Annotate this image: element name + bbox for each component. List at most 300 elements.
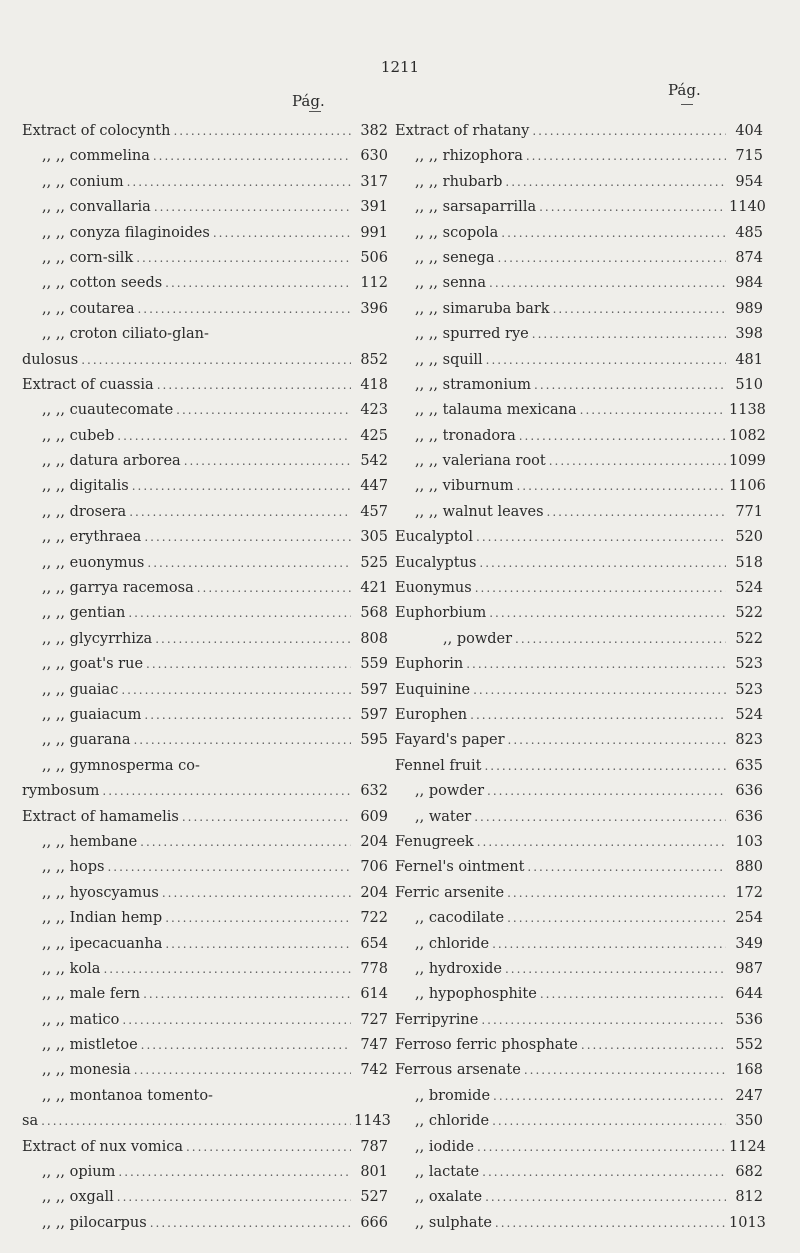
index-entry	[22, 1011, 388, 1029]
dot-leader	[144, 706, 351, 724]
dot-leader	[141, 1036, 351, 1054]
dot-leader	[147, 554, 351, 572]
index-entry	[395, 401, 766, 419]
entry-page-number: 522	[735, 630, 763, 647]
entry-page-number: 522	[735, 605, 763, 622]
entry-term: Eucalyptol	[395, 529, 473, 546]
index-entry	[395, 173, 763, 191]
entry-term: ,, cacodilate	[415, 910, 505, 927]
entry-page-number: 682	[735, 1164, 763, 1181]
entry-page-number: 595	[360, 732, 388, 749]
dot-leader	[489, 274, 726, 292]
index-entry	[22, 401, 388, 419]
index-entry	[22, 503, 388, 521]
dot-leader	[162, 884, 351, 902]
dot-leader	[479, 554, 726, 572]
entry-term: ,, ,, stramonium	[415, 376, 532, 393]
right-index-column	[395, 122, 766, 1232]
dot-leader	[122, 1011, 351, 1029]
index-entry	[395, 1138, 766, 1156]
dot-leader	[492, 935, 726, 953]
dot-leader	[481, 1011, 726, 1029]
entry-term: ,, ,, datura arborea	[42, 453, 181, 470]
left-index-column	[22, 122, 391, 1232]
dot-leader	[134, 1061, 351, 1079]
entry-term: Europhen	[395, 706, 468, 723]
dot-leader	[182, 808, 351, 826]
entry-page-number: 425	[360, 427, 388, 444]
entry-term: Extract of colocynth	[22, 123, 171, 139]
entry-term: ,, ,, erythraea	[42, 529, 142, 546]
index-entry	[395, 376, 763, 394]
dot-leader	[117, 1188, 351, 1206]
entry-page-number: 727	[360, 1011, 388, 1028]
index-entry	[395, 706, 763, 724]
entry-page-number: 447	[360, 478, 388, 495]
dot-leader	[484, 757, 726, 775]
index-entry	[22, 427, 388, 445]
entry-page-number: 722	[360, 910, 388, 927]
index-entry	[395, 325, 763, 343]
dot-leader	[118, 1163, 351, 1181]
entry-term: Extract of hamamelis	[22, 808, 179, 825]
entry-page-number: 852	[360, 351, 388, 368]
entry-page-number: 1106	[729, 478, 766, 495]
index-entry	[395, 1011, 763, 1029]
entry-page-number: 168	[735, 1062, 763, 1079]
entry-term: ,, chloride	[415, 1113, 490, 1130]
dot-leader	[146, 655, 351, 673]
entry-term: ,, ,, opium	[42, 1164, 116, 1181]
entry-term: ,, iodide	[415, 1138, 474, 1155]
index-entry	[395, 198, 766, 216]
index-entry	[22, 1112, 391, 1130]
entry-term: ,, ,, corn-silk	[42, 249, 134, 266]
index-entry	[22, 224, 388, 242]
entry-page-number: 614	[360, 986, 388, 1003]
entry-page-number: 568	[360, 605, 388, 622]
index-entry	[22, 452, 388, 470]
entry-term: ,, chloride	[415, 935, 490, 952]
index-entry	[395, 757, 763, 775]
entry-page-number: 630	[360, 148, 388, 165]
index-entry	[22, 325, 388, 343]
entry-page-number: 536	[735, 1011, 763, 1028]
dot-leader	[539, 198, 726, 216]
entry-page-number: 1143	[354, 1113, 391, 1130]
dot-leader	[143, 985, 351, 1003]
entry-page-number: 457	[360, 503, 388, 520]
dot-leader	[137, 300, 351, 318]
entry-term: ,, ,, conyza filaginoides	[42, 224, 210, 241]
index-entry	[395, 731, 763, 749]
left-column-heading: Pág.	[292, 92, 325, 110]
entry-term: ,, ,, rhubarb	[415, 173, 503, 190]
entry-page-number: 597	[360, 681, 388, 698]
dot-leader	[128, 604, 351, 622]
index-entry	[22, 1036, 388, 1054]
entry-page-number: 552	[735, 1037, 763, 1054]
entry-page-number: 801	[360, 1164, 388, 1181]
entry-term: ,, ,, glycyrrhiza	[42, 630, 153, 647]
index-entry	[22, 630, 388, 648]
entry-term: Fayard's paper	[395, 732, 505, 749]
index-entry	[395, 554, 763, 572]
dot-leader	[475, 579, 726, 597]
index-entry	[22, 1061, 388, 1079]
entry-term: ,, sulphate	[415, 1214, 492, 1231]
dot-leader	[553, 300, 726, 318]
entry-term: ,, ,, ipecacuanha	[42, 935, 163, 952]
index-entry	[22, 858, 388, 876]
index-entry	[22, 300, 388, 318]
index-entry	[395, 681, 763, 699]
page-number: 1211	[380, 58, 420, 76]
entry-term: ,, ,, male fern	[42, 986, 141, 1003]
entry-term: Extract of cuassia	[22, 376, 154, 393]
index-entry	[22, 935, 388, 953]
entry-page-number: 1013	[729, 1214, 766, 1231]
entry-term: rymbosum	[22, 783, 100, 800]
index-entry	[22, 122, 388, 140]
dot-leader	[165, 909, 351, 927]
dot-leader	[474, 808, 726, 826]
index-entry	[395, 427, 766, 445]
entry-page-number: 398	[735, 326, 763, 343]
dot-leader	[133, 731, 351, 749]
entry-term: ,, lactate	[415, 1164, 480, 1181]
dot-leader	[485, 1188, 726, 1206]
entry-term: ,, ,, hembane	[42, 833, 138, 850]
dot-leader	[121, 681, 351, 699]
entry-page-number: 523	[735, 656, 763, 673]
entry-page-number: 518	[735, 554, 763, 571]
entry-term: ,, ,, spurred rye	[415, 326, 529, 343]
entry-term: ,, ,, commelina	[42, 148, 150, 165]
index-entry	[22, 477, 388, 495]
entry-term: ,, ,, cubeb	[42, 427, 115, 444]
index-entry	[22, 528, 388, 546]
index-entry	[22, 1188, 388, 1206]
entry-page-number: 423	[360, 402, 388, 419]
entry-term: ,, ,, simaruba bark	[415, 300, 550, 317]
index-entry	[22, 173, 388, 191]
entry-page-number: 506	[360, 249, 388, 266]
index-entry	[22, 960, 388, 978]
dot-leader	[153, 147, 351, 165]
entry-term: ,, ,, valeriana root	[415, 453, 546, 470]
dot-leader	[176, 401, 351, 419]
index-entry	[22, 147, 388, 165]
entry-page-number: 808	[360, 630, 388, 647]
dot-leader	[519, 427, 726, 445]
index-entry	[395, 351, 763, 369]
entry-term: ,, ,, hyoscyamus	[42, 884, 159, 901]
entry-page-number: 254	[735, 910, 763, 927]
dot-leader	[173, 122, 351, 140]
dot-leader	[165, 935, 351, 953]
dot-leader	[505, 960, 726, 978]
index-entry	[395, 604, 763, 622]
dot-leader	[489, 604, 726, 622]
index-entry	[395, 655, 763, 673]
entry-page-number: 481	[735, 351, 763, 368]
dot-leader	[144, 528, 351, 546]
entry-page-number: 954	[735, 173, 763, 190]
index-entry	[22, 731, 388, 749]
index-entry	[22, 579, 388, 597]
dot-leader	[524, 1061, 726, 1079]
entry-page-number: 525	[360, 554, 388, 571]
index-entry	[22, 706, 388, 724]
index-entry	[22, 604, 388, 622]
entry-term: ,, ,, Indian hemp	[42, 910, 163, 927]
dot-leader	[107, 858, 351, 876]
entry-page-number: 305	[360, 529, 388, 546]
entry-term: Ferripyrine	[395, 1011, 479, 1028]
entry-term: ,, ,, convallaria	[42, 199, 151, 216]
index-entry	[395, 579, 763, 597]
dot-leader	[482, 1163, 726, 1181]
entry-page-number: 636	[735, 783, 763, 800]
entry-term: ,, ,, senna	[415, 275, 486, 292]
entry-page-number: 989	[735, 300, 763, 317]
right-column-heading: Pág.	[668, 81, 701, 99]
entry-term: sa	[22, 1113, 39, 1130]
index-entry	[395, 1036, 763, 1054]
entry-term: ,, ,, coutarea	[42, 300, 135, 317]
entry-page-number: 666	[360, 1214, 388, 1231]
dot-leader	[41, 1112, 351, 1130]
entry-page-number: 715	[735, 148, 763, 165]
entry-term: ,, ,, squill	[415, 351, 483, 368]
index-entry	[22, 808, 388, 826]
entry-term: ,, hypophosphite	[415, 986, 537, 1003]
entry-page-number: 172	[735, 884, 763, 901]
entry-page-number: 382	[360, 123, 388, 139]
entry-term: ,, powder	[443, 630, 513, 647]
entry-term: Ferroso ferric phosphate	[395, 1037, 578, 1054]
entry-page-number: 421	[360, 580, 388, 597]
index-entry	[395, 960, 763, 978]
entry-page-number: 812	[735, 1189, 763, 1206]
index-entry	[395, 452, 766, 470]
entry-term: ,, ,, senega	[415, 249, 495, 266]
index-entry	[22, 351, 388, 369]
entry-page-number: 523	[735, 681, 763, 698]
dot-leader	[495, 1214, 726, 1232]
dot-leader	[473, 681, 726, 699]
entry-term: ,, powder	[415, 783, 485, 800]
entry-page-number: 742	[360, 1062, 388, 1079]
entry-term: Euphorbium	[395, 605, 487, 622]
index-entry	[395, 935, 763, 953]
entry-page-number: 635	[735, 757, 763, 774]
dot-leader	[155, 630, 351, 648]
entry-page-number: 609	[360, 808, 388, 825]
left-heading-rule	[309, 111, 321, 112]
entry-term: ,, ,, guaiacum	[42, 706, 142, 723]
entry-page-number: 520	[735, 529, 763, 546]
index-entry	[395, 249, 763, 267]
entry-page-number: 524	[735, 706, 763, 723]
entry-term: ,, ,, tronadora	[415, 427, 516, 444]
index-entry	[395, 1188, 763, 1206]
index-entry	[395, 477, 766, 495]
index-entry	[22, 681, 388, 699]
index-entry	[22, 833, 388, 851]
dot-leader	[154, 198, 351, 216]
dot-leader	[213, 224, 351, 242]
entry-term: ,, ,, talauma mexicana	[415, 402, 577, 419]
index-entry	[22, 376, 388, 394]
dot-leader	[470, 706, 726, 724]
entry-term: ,, bromide	[415, 1087, 491, 1104]
dot-leader	[547, 503, 726, 521]
entry-term: ,, ,, pilocarpus	[42, 1214, 147, 1231]
entry-term: Ferrous arsenate	[395, 1062, 521, 1079]
entry-page-number: 778	[360, 960, 388, 977]
dot-leader	[507, 909, 726, 927]
index-entry	[395, 630, 763, 648]
dot-leader	[476, 528, 726, 546]
dot-leader	[532, 325, 726, 343]
index-entry	[395, 782, 763, 800]
entry-term: ,, ,, viburnum	[415, 478, 514, 495]
entry-term: ,, ,, cotton seeds	[42, 275, 163, 292]
dot-leader	[102, 782, 351, 800]
entry-term: ,, ,, conium	[42, 173, 124, 190]
entry-page-number: 204	[360, 833, 388, 850]
entry-page-number: 396	[360, 300, 388, 317]
index-entry	[22, 1087, 388, 1105]
entry-term: ,, water	[415, 808, 472, 825]
entry-term: ,, ,, guarana	[42, 732, 131, 749]
dot-leader	[549, 452, 726, 470]
entry-term: Fenugreek	[395, 833, 474, 850]
index-entry	[395, 1214, 766, 1232]
dot-leader	[501, 224, 726, 242]
dot-leader	[487, 782, 726, 800]
right-heading-rule	[681, 104, 693, 105]
entry-page-number: 350	[735, 1113, 763, 1130]
dot-leader	[103, 960, 351, 978]
entry-term: Eucalyptus	[395, 554, 477, 571]
index-entry	[22, 198, 388, 216]
index-entry	[395, 1112, 763, 1130]
dot-leader	[132, 477, 351, 495]
index-entry	[22, 1163, 388, 1181]
entry-page-number: 1099	[729, 453, 766, 470]
index-entry	[395, 833, 763, 851]
dot-leader	[165, 274, 351, 292]
index-entry	[395, 808, 763, 826]
dot-leader	[532, 122, 726, 140]
entry-term: ,, ,, matico	[42, 1011, 120, 1028]
entry-page-number: 874	[735, 249, 763, 266]
entry-term: Fennel fruit	[395, 757, 482, 774]
dot-leader	[197, 579, 351, 597]
entry-term: ,, ,, euonymus	[42, 554, 145, 571]
index-entry	[395, 1061, 763, 1079]
dot-leader	[136, 249, 351, 267]
dot-leader	[186, 1138, 351, 1156]
dot-leader	[127, 173, 351, 191]
index-entry	[395, 884, 763, 902]
dot-leader	[527, 858, 726, 876]
dot-leader	[477, 1138, 726, 1156]
index-entry	[395, 528, 763, 546]
dot-leader	[150, 1214, 351, 1232]
entry-page-number: 418	[360, 376, 388, 393]
entry-term: ,, ,, hops	[42, 859, 105, 876]
entry-page-number: 1082	[729, 427, 766, 444]
entry-term: ,, ,, garrya racemosa	[42, 580, 194, 597]
dot-leader	[157, 376, 351, 394]
entry-term: ,, ,, goat's rue	[42, 656, 144, 673]
index-entry	[395, 224, 763, 242]
index-entry	[395, 985, 763, 1003]
index-entry	[395, 147, 763, 165]
entry-term: ,, ,, monesia	[42, 1062, 131, 1079]
dot-leader	[505, 173, 726, 191]
index-entry	[395, 503, 763, 521]
entry-term: Extract of rhatany	[395, 123, 530, 139]
entry-term: Fernel's ointment	[395, 859, 525, 876]
dot-leader	[508, 731, 726, 749]
entry-page-number: 391	[360, 199, 388, 216]
index-entry	[22, 909, 388, 927]
index-entry	[22, 985, 388, 1003]
dot-leader	[486, 351, 726, 369]
entry-page-number: 1124	[729, 1138, 766, 1155]
dot-leader	[477, 833, 726, 851]
dot-leader	[534, 376, 726, 394]
entry-page-number: 991	[360, 224, 388, 241]
entry-page-number: 987	[735, 960, 763, 977]
index-entry	[395, 1163, 763, 1181]
dot-leader	[492, 1112, 726, 1130]
entry-page-number: 771	[735, 503, 763, 520]
index-entry	[22, 757, 388, 775]
entry-term: Euphorin	[395, 656, 464, 673]
entry-term: ,, ,, croton ciliato-glan-	[42, 326, 209, 343]
entry-page-number: 880	[735, 859, 763, 876]
dot-leader	[498, 249, 726, 267]
entry-page-number: 632	[360, 783, 388, 800]
index-entry	[22, 655, 388, 673]
index-entry	[22, 554, 388, 572]
entry-page-number: 654	[360, 935, 388, 952]
entry-term: ,, ,, scopola	[415, 224, 499, 241]
entry-page-number: 787	[360, 1138, 388, 1155]
dot-leader	[81, 351, 351, 369]
entry-page-number: 542	[360, 453, 388, 470]
entry-term: ,, ,, digitalis	[42, 478, 129, 495]
dot-leader	[129, 503, 351, 521]
entry-page-number: 823	[735, 732, 763, 749]
entry-page-number: 706	[360, 859, 388, 876]
entry-term: Ferric arsenite	[395, 884, 505, 901]
entry-term: ,, ,, sarsaparrilla	[415, 199, 537, 216]
entry-page-number: 485	[735, 224, 763, 241]
index-entry	[22, 1138, 388, 1156]
dot-leader	[466, 655, 726, 673]
entry-term: ,, ,, rhizophora	[415, 148, 523, 165]
entry-term: ,, ,, gentian	[42, 605, 126, 622]
entry-page-number: 984	[735, 275, 763, 292]
entry-term: Extract of nux vomica	[22, 1138, 183, 1155]
